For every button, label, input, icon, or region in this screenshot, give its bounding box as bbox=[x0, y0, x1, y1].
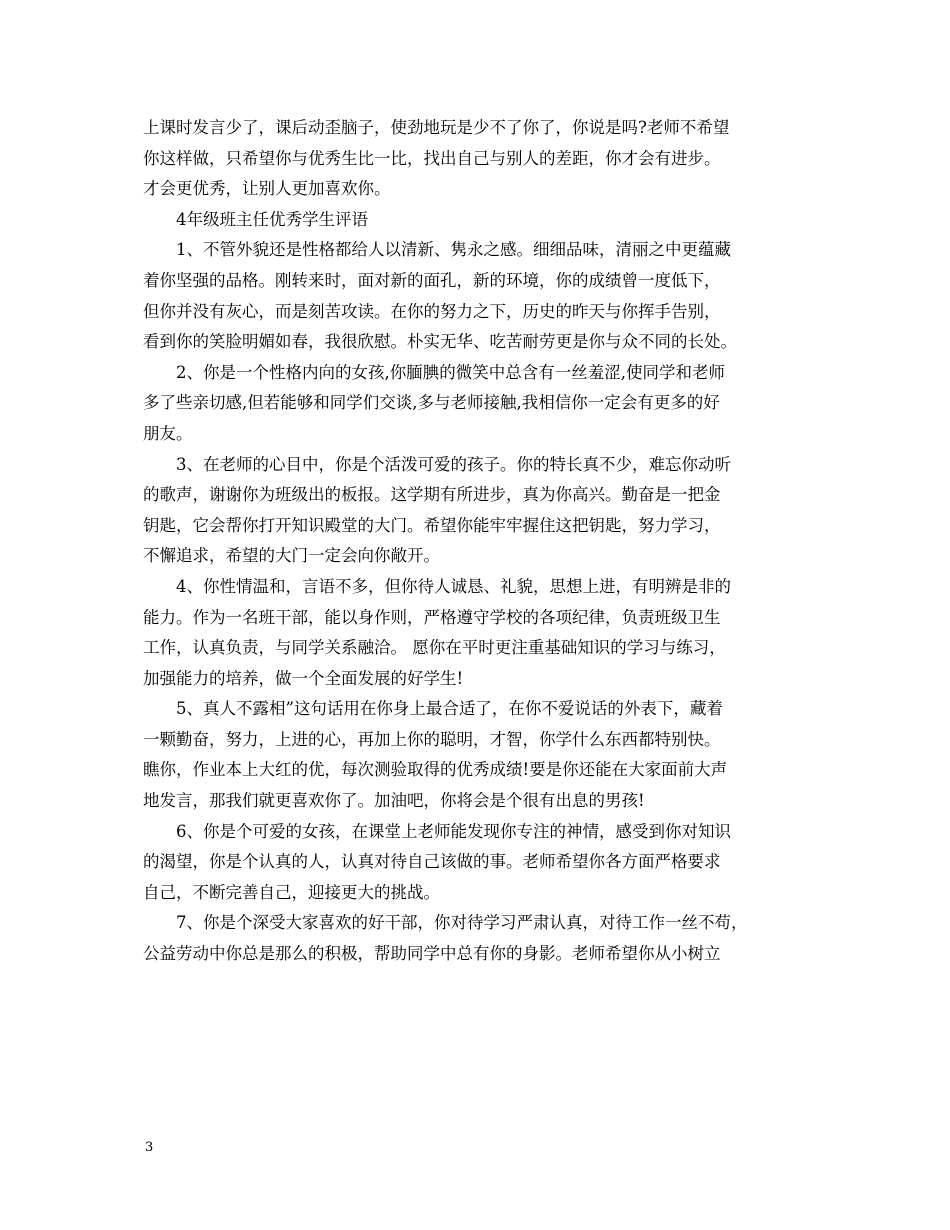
text-line: 的歌声，谢谢你为班级出的板报。这学期有所进步，真为你高兴。勤奋是一把金 bbox=[143, 485, 721, 505]
text-line: 3、在老师的心目中，你是个活泼可爱的孩子。你的特长真不少，难忘你动听 bbox=[176, 454, 731, 474]
text-line: 朋友。 bbox=[143, 423, 193, 443]
text-line: 不懈追求，希望的大门一定会向你敞开。 bbox=[143, 546, 440, 566]
text-line: 瞧你，作业本上大红的优，每次测验取得的优秀成绩!要是你还能在大家面前大声 bbox=[143, 760, 728, 780]
text-line: 能力。作为一名班干部，能以身作则，严格遵守学校的各项纪律，负责班级卫生 bbox=[143, 607, 721, 627]
text-line: 多了些亲切感,但若能够和同学们交谈,多与老师接触,我相信你一定会有更多的好 bbox=[143, 393, 720, 413]
text-line: 公益劳动中你总是那么的积极，帮助同学中总有你的身影。老师希望你从小树立 bbox=[143, 944, 721, 964]
text-line: 自己，不断完善自己，迎接更大的挑战。 bbox=[143, 882, 440, 902]
text-line: 看到你的笑脸明媚如春，我很欣慰。朴实无华、吃苦耐劳更是你与众不同的长处。 bbox=[143, 332, 737, 352]
document-body bbox=[143, 113, 823, 970]
text-line: 2、你是一个性格内向的女孩,你腼腆的微笑中总含有一丝羞涩,使同学和老师 bbox=[176, 362, 725, 382]
text-line: 4、你性情温和，言语不多，但你待人诚恳、礼貌，思想上进，有明辨是非的 bbox=[176, 576, 731, 596]
text-line: 地发言，那我们就更喜欢你了。加油吧，你将会是个很有出息的男孩! bbox=[143, 791, 645, 811]
text-line: 着你坚强的品格。刚转来时，面对新的面孔，新的环境，你的成绩曾一度低下， bbox=[143, 270, 721, 290]
text-line: 你这样做，只希望你与优秀生比一比，找出自己与别人的差距，你才会有进步。 bbox=[143, 148, 721, 168]
text-line: 1、不管外貌还是性格都给人以清新、隽永之感。细细品味，清丽之中更蕴藏 bbox=[176, 240, 731, 260]
text-line: 钥匙，它会帮你打开知识殿堂的大门。希望你能牢牢握住这把钥匙，努力学习， bbox=[143, 515, 721, 535]
text-line: 7、你是个深受大家喜欢的好干部，你对待学习严肃认真，对待工作一丝不苟， bbox=[176, 913, 748, 933]
text-line: 才会更优秀，让别人更加喜欢你。 bbox=[143, 179, 391, 199]
text-line: 工作，认真负责，与同学关系融洽。 愿你在平时更注重基础知识的学习与练习， bbox=[143, 638, 726, 658]
text-line: 的渴望，你是个认真的人，认真对待自己该做的事。老师希望你各方面严格要求 bbox=[143, 852, 721, 872]
text-line: 上课时发言少了，课后动歪脑子，使劲地玩是少不了你了，你说是吗?老师不希望 bbox=[143, 118, 730, 137]
text-line: 一颗勤奋，努力，上进的心，再加上你的聪明，才智，你学什么东西都特别快。 bbox=[143, 729, 721, 749]
section-heading: 4年级班主任优秀学生评语 bbox=[176, 209, 368, 229]
text-line: 6、你是个可爱的女孩，在课堂上老师能发现你专注的神情，感受到你对知识 bbox=[176, 821, 731, 841]
text-line: 但你并没有灰心，而是刻苦攻读。在你的努力之下，历史的昨天与你挥手告别， bbox=[143, 301, 721, 321]
page-number: 3 bbox=[145, 1140, 154, 1155]
text-line: 加强能力的培养，做一个全面发展的好学生! bbox=[143, 668, 464, 688]
text-line: 5、真人不露相”这句话用在你身上最合适了，在你不爱说话的外表下，藏着 bbox=[176, 699, 723, 719]
